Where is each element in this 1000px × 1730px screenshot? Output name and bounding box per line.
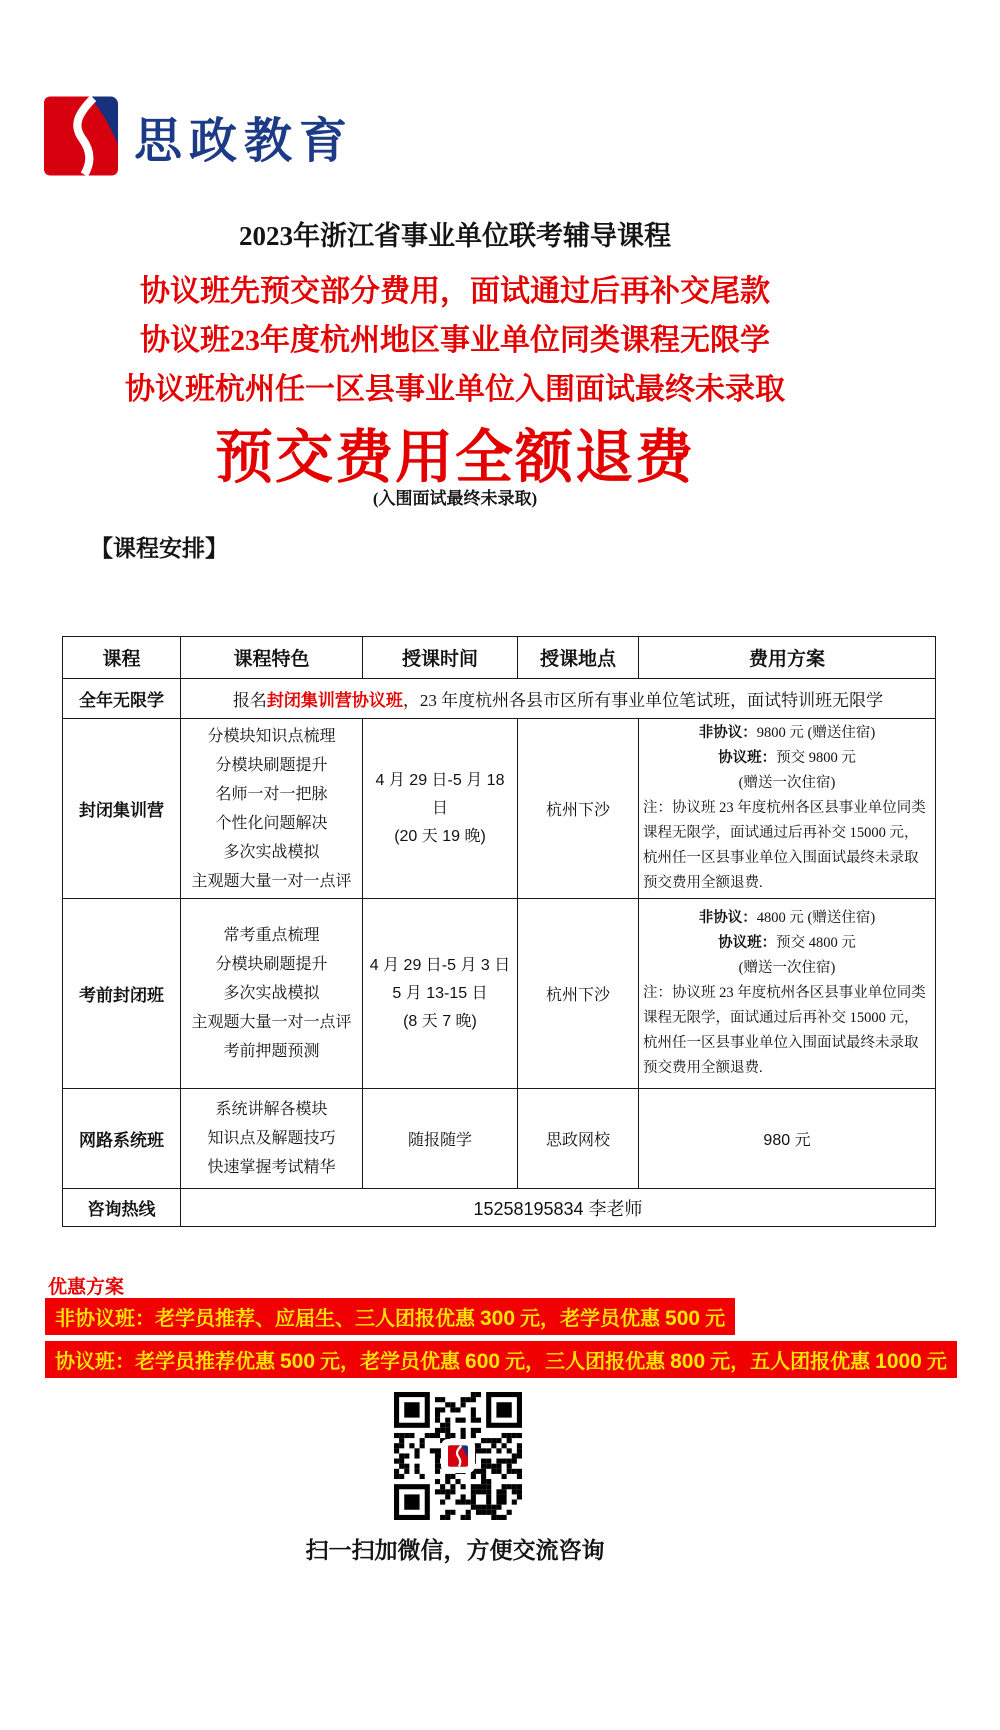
discount-text: 元 — [921, 1351, 947, 1373]
discount-bar-non-protocol — [45, 1298, 735, 1335]
discount-amount: 300 — [480, 1307, 516, 1330]
fee-protocol-value: 预交 9800 元 — [776, 750, 856, 766]
table-row-hotline — [63, 1189, 936, 1227]
feature-line: 主观题大量一对一点评 — [191, 872, 352, 890]
course-features — [181, 719, 363, 899]
feature-line: 多次实战模拟 — [223, 843, 320, 861]
feature-line: 系统讲解各模块 — [215, 1101, 328, 1118]
promo-line-1: 协议班先预交部分费用，面试通过后再补交尾款 — [140, 275, 770, 308]
feature-line: 考前押题预测 — [223, 1043, 320, 1060]
col-header-time: 授课时间 — [363, 637, 518, 679]
fee-protocol — [643, 931, 931, 956]
discount-text: 元，三人团报优惠 — [500, 1351, 671, 1373]
course-location: 思政网校 — [518, 1089, 639, 1189]
course-fee — [639, 899, 936, 1089]
course-time: 随报随学 — [363, 1089, 518, 1189]
unlimited-desc-prefix: 报名 — [232, 691, 267, 710]
brand-header — [44, 96, 354, 176]
feature-line: 名师一对一把脉 — [215, 785, 328, 803]
time-line: 4 月 29 日-5 月 3 日 — [369, 956, 511, 974]
section-title-schedule: 【课程安排】 — [90, 536, 228, 561]
refund-headline: 预交费用全额退费 — [214, 425, 695, 490]
course-name-unlimited: 全年无限学 — [63, 679, 181, 719]
discount-text: 元 — [700, 1308, 726, 1330]
refund-note: (入围面试最终未录取) — [372, 489, 538, 508]
discount-text: 协议班：老学员推荐优惠 — [55, 1351, 280, 1373]
table-row-camp — [63, 719, 936, 899]
fee-note: 注：协议班 23 年度杭州各区县事业单位同类课程无限学，面试通过后再补交 15000 元，杭州任一区县事业单位入围面试最终未录取预交费用全额退费. — [643, 985, 926, 1076]
promo-line-3: 协议班杭州任一区县事业单位入围面试最终未录取 — [125, 373, 785, 406]
col-header-features: 课程特色 — [181, 637, 363, 679]
course-features — [181, 899, 363, 1089]
unlimited-desc-highlight: 封闭集训营协议班 — [266, 691, 403, 710]
feature-line: 分模块刷题提升 — [215, 956, 328, 973]
wechat-qr-code — [394, 1392, 522, 1520]
course-fee: 980 元 — [639, 1089, 936, 1189]
fee-protocol-value: 预交 4800 元 — [776, 935, 856, 951]
table-row-online — [63, 1089, 936, 1189]
col-header-course: 课程 — [63, 637, 181, 679]
fee-protocol-label: 协议班： — [718, 750, 777, 766]
table-row-unlimited — [63, 679, 936, 719]
fee-note: 注：协议班 23 年度杭州各区县事业单位同类课程无限学，面试通过后再补交 15000 元，杭州任一区县事业单位入围面试最终未录取预交费用全额退费. — [643, 800, 926, 891]
fee-protocol — [643, 746, 931, 771]
discount-text: 元，老学员优惠 — [315, 1351, 466, 1373]
course-fee — [639, 719, 936, 899]
course-name: 封闭集训营 — [63, 719, 181, 899]
hotline-label: 咨询热线 — [63, 1189, 181, 1227]
promo-line-2: 协议班23年度杭州地区事业单位同类课程无限学 — [140, 324, 770, 357]
course-time — [363, 719, 518, 899]
feature-line: 知识点及解题技巧 — [207, 1130, 336, 1147]
time-line: 5 月 13-15 日 — [392, 984, 488, 1002]
schedule-table — [62, 636, 936, 1227]
time-line: (20 天 19 晚) — [394, 827, 486, 845]
feature-line: 多次实战模拟 — [223, 985, 320, 1002]
discount-bar-protocol — [45, 1341, 957, 1378]
unlimited-description — [181, 679, 936, 719]
course-features — [181, 1089, 363, 1189]
feature-line: 分模块知识点梳理 — [207, 727, 336, 745]
fee-non-protocol-value: 9800 元 (赠送住宿) — [756, 725, 876, 741]
fee-non-protocol-value: 4800 元 (赠送住宿) — [756, 910, 876, 926]
feature-line: 分模块刷题提升 — [215, 756, 328, 774]
discount-section-title: 优惠方案 — [48, 1277, 125, 1298]
discount-amount: 500 — [280, 1350, 316, 1373]
discount-amount: 1000 — [875, 1350, 922, 1373]
feature-line: 主观题大量一对一点评 — [191, 1014, 352, 1031]
fee-non-protocol — [643, 721, 931, 746]
feature-line: 个性化问题解决 — [215, 814, 328, 832]
feature-line: 常考重点梳理 — [223, 927, 320, 944]
discount-amount: 600 — [465, 1350, 501, 1373]
brand-logo-icon — [44, 96, 118, 176]
table-row-preexam — [63, 899, 936, 1089]
discount-amount: 500 — [665, 1307, 701, 1330]
unlimited-desc-suffix: ，23 年度杭州各县市区所有事业单位笔试班，面试特训班无限学 — [402, 691, 884, 710]
time-line: (8 天 7 晚) — [403, 1012, 477, 1030]
time-line: 4 月 29 日-5 月 18 日 — [375, 771, 505, 817]
discount-text: 元，老学员优惠 — [515, 1308, 666, 1330]
qr-caption: 扫一扫加微信，方便交流咨询 — [305, 1538, 605, 1563]
fee-protocol-label: 协议班： — [718, 935, 777, 951]
page-title: 2023年浙江省事业单位联考辅导课程 — [239, 221, 671, 251]
table-header-row — [63, 637, 936, 679]
qr-center-logo-icon — [443, 1441, 473, 1471]
course-name: 网路系统班 — [63, 1089, 181, 1189]
brand-name: 思政教育 — [134, 114, 355, 168]
fee-protocol-bonus: (赠送一次住宿) — [738, 775, 836, 791]
feature-line: 快速掌握考试精华 — [207, 1159, 336, 1176]
discount-text: 非协议班：老学员推荐、应届生、三人团报优惠 — [55, 1308, 480, 1330]
course-name: 考前封闭班 — [63, 899, 181, 1089]
fee-protocol-bonus: (赠送一次住宿) — [738, 960, 836, 976]
fee-non-protocol-label: 非协议： — [698, 910, 757, 926]
discount-text: 元，五人团报优惠 — [705, 1351, 876, 1373]
course-time — [363, 899, 518, 1089]
course-location: 杭州下沙 — [518, 899, 639, 1089]
fee-non-protocol-label: 非协议： — [698, 725, 757, 741]
col-header-fee: 费用方案 — [639, 637, 936, 679]
course-location: 杭州下沙 — [518, 719, 639, 899]
col-header-location: 授课地点 — [518, 637, 639, 679]
discount-amount: 800 — [670, 1350, 706, 1373]
fee-non-protocol — [643, 906, 931, 931]
hotline-number: 15258195834 李老师 — [181, 1189, 936, 1227]
